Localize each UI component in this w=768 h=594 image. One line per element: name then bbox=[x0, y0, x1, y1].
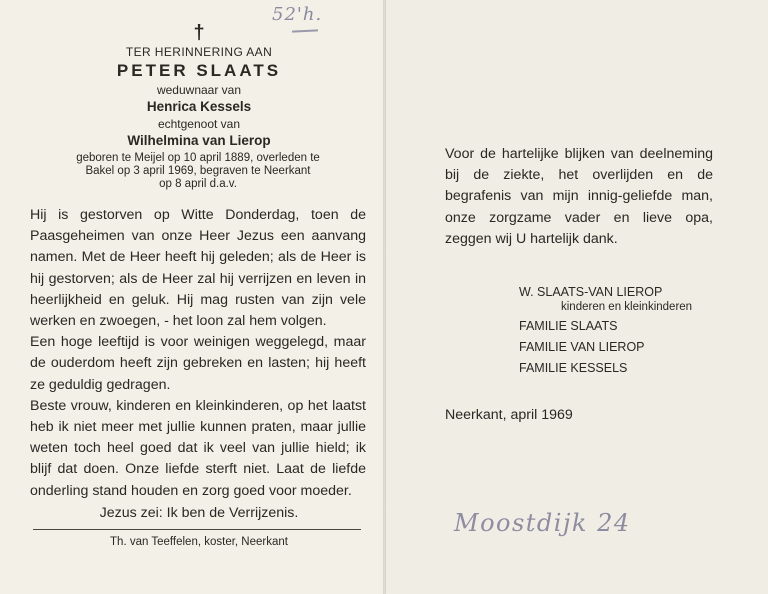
pencil-annotation-top: 52'h. bbox=[272, 4, 323, 25]
memorial-paragraph: Hij is gestorven op Witte Donderdag, toen de Paasgeheimen van onze Heer Jezus een aanvang namen. Met de Heer heeft hij geleden; als de Heer is hij gestorven; als de Heer zal hij verrijzen en leven in heerlijkheid en geluk. Hij mag rusten van zijn vele werken en zwoegen, - het loon zal hem volgen. bbox=[30, 207, 366, 330]
signer-family-van-lierop: FAMILIE VAN LIEROP bbox=[519, 340, 645, 354]
signer-family-kessels: FAMILIE KESSELS bbox=[519, 361, 628, 375]
place-date: Neerkant, april 1969 bbox=[445, 407, 573, 423]
widower-label: weduwnaar van bbox=[156, 83, 242, 97]
right-content bbox=[445, 144, 713, 250]
pencil-address-handwriting bbox=[452, 503, 702, 543]
deceased-name: PETER SLAATS bbox=[116, 61, 282, 80]
memorial-text bbox=[30, 205, 366, 502]
spouse-label: echtgenoot van bbox=[157, 117, 241, 131]
left-content bbox=[30, 24, 368, 548]
signer-widow: W. SLAATS-VAN LIEROP bbox=[519, 285, 663, 299]
closing-quote: Jezus zei: Ik ben de Verrijzenis. bbox=[99, 504, 299, 521]
life-dates bbox=[30, 152, 366, 191]
divider bbox=[33, 529, 361, 530]
second-wife-name: Wilhelmina van Lierop bbox=[127, 133, 271, 148]
pencil-address-text: Moostdijk 24 bbox=[454, 509, 631, 537]
printer-credit: Th. van Teeffelen, koster, Neerkant bbox=[110, 535, 288, 548]
memorial-paragraph: Beste vrouw, kinderen en kleinkinderen, op het laatst heb ik niet meer met jullie kunnen praten, maar jullie weten toch heel goed dat ik veel van jullie hield; ik blijf dat doen. Onze liefde sterft niet. Laat de liefde onderling stand houden en zorg goed voor moeder. bbox=[30, 397, 366, 499]
memorial-paragraph: Een hoge leeftijd is voor weinigen weggelegd, maar de ouderdom heeft zijn gebreken en lasten; hij heeft ze geduldig gedragen. bbox=[30, 334, 366, 393]
thanks-text: Voor de hartelijke blijken van deelneming bij de ziekte, het overlijden en de begrafenis van mijn innig-geliefde man, onze zorgzame vader en lieve opa, zeggen wij U hartelijk dank. bbox=[445, 146, 713, 247]
dates-line: op 8 april d.a.v. bbox=[159, 178, 237, 190]
dates-line: geboren te Meijel op 10 april 1889, overleden te bbox=[76, 152, 320, 164]
dates-line: Bakel op 3 april 1969, begraven te Neerkant bbox=[85, 165, 311, 177]
cross-icon: † bbox=[193, 22, 205, 44]
remembrance-header: TER HERINNERING AAN bbox=[125, 45, 273, 59]
signers-list bbox=[519, 282, 749, 379]
signer-family-slaats: FAMILIE SLAATS bbox=[519, 319, 618, 333]
signer-children: kinderen en kleinkinderen bbox=[561, 301, 693, 313]
first-wife-name: Henrica Kessels bbox=[146, 99, 252, 114]
